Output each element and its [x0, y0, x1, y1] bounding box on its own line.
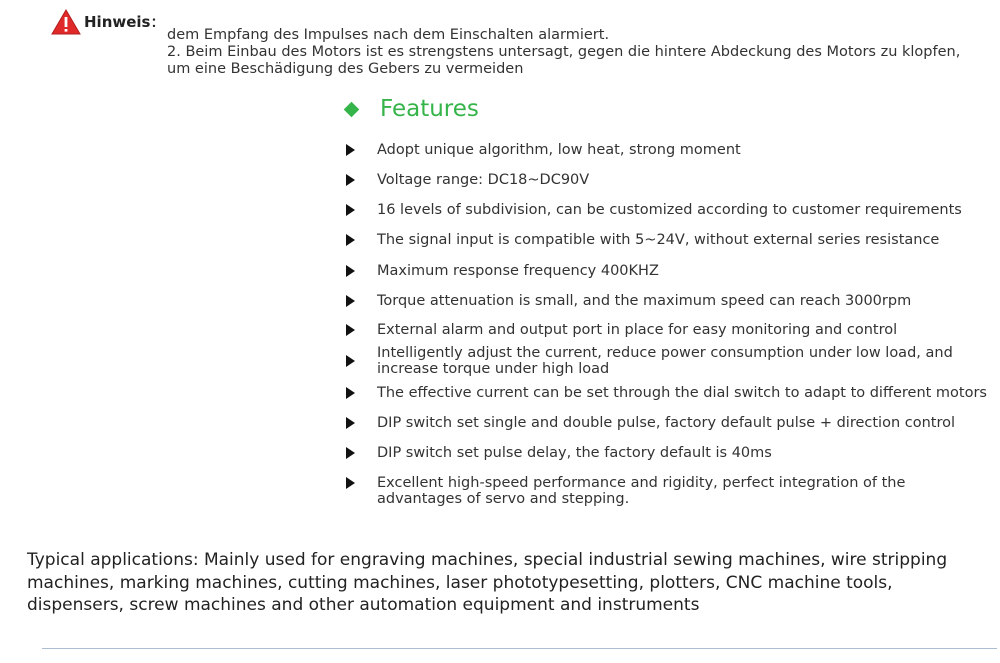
triangle-bullet-icon: [346, 477, 355, 489]
feature-text: DIP switch set pulse delay, the factory default is 40ms: [377, 445, 772, 461]
feature-text: Adopt unique algorithm, low heat, strong moment: [377, 142, 741, 158]
feature-text: Voltage range: DC18~DC90V: [377, 172, 590, 188]
warning-note-line: dem Empfang des Impulses nach dem Einschalten alarmiert.: [167, 27, 610, 43]
triangle-bullet-icon: [346, 295, 355, 307]
warning-triangle-icon: [51, 9, 81, 35]
triangle-bullet-icon: [346, 144, 355, 156]
triangle-bullet-icon: [346, 355, 355, 367]
feature-text: The effective current can be set through the dial switch to adapt to different motors: [377, 385, 987, 401]
feature-text: Maximum response frequency 400KHZ: [377, 263, 659, 279]
triangle-bullet-icon: [346, 447, 355, 459]
feature-text: 16 levels of subdivision, can be customized according to customer requirements: [377, 202, 962, 218]
feature-text: DIP switch set single and double pulse, factory default pulse + direction control: [377, 415, 956, 431]
diamond-icon: [344, 102, 360, 118]
feature-text: The signal input is compatible with 5~24V, without external series resistance: [377, 232, 940, 248]
divider: [42, 648, 997, 649]
triangle-bullet-icon: [346, 204, 355, 216]
features-title: Features: [380, 96, 479, 122]
triangle-bullet-icon: [346, 417, 355, 429]
triangle-bullet-icon: [346, 174, 355, 186]
triangle-bullet-icon: [346, 265, 355, 277]
feature-text: Excellent high-speed performance and rigidity, perfect integration of the advantages of servo and stepping.: [377, 475, 906, 507]
warning-label: Hinweis：: [84, 13, 166, 31]
typical-applications: Typical applications: Mainly used for engraving machines, special industrial sewing machines, wire stripping machines, marking machines, cutting machines, laser phototypesetting, plotters, CNC machine tools, dispensers, screw machines and other automation equipment and instruments: [27, 550, 948, 615]
triangle-bullet-icon: [346, 387, 355, 399]
feature-text: Torque attenuation is small, and the maximum speed can reach 3000rpm: [377, 293, 912, 309]
triangle-bullet-icon: [346, 324, 355, 336]
warning-note: [167, 27, 987, 78]
feature-text: Intelligently adjust the current, reduce power consumption under low load, and increase torque under high load: [377, 345, 953, 377]
feature-text: External alarm and output port in place for easy monitoring and control: [377, 322, 898, 338]
triangle-bullet-icon: [346, 234, 355, 246]
warning-note-line: 2. Beim Einbau des Motors ist es strengstens untersagt, gegen die hintere Abdeckung des Motors zu klopfen, um eine Beschädigung des Gebers zu vermeiden: [167, 44, 961, 77]
